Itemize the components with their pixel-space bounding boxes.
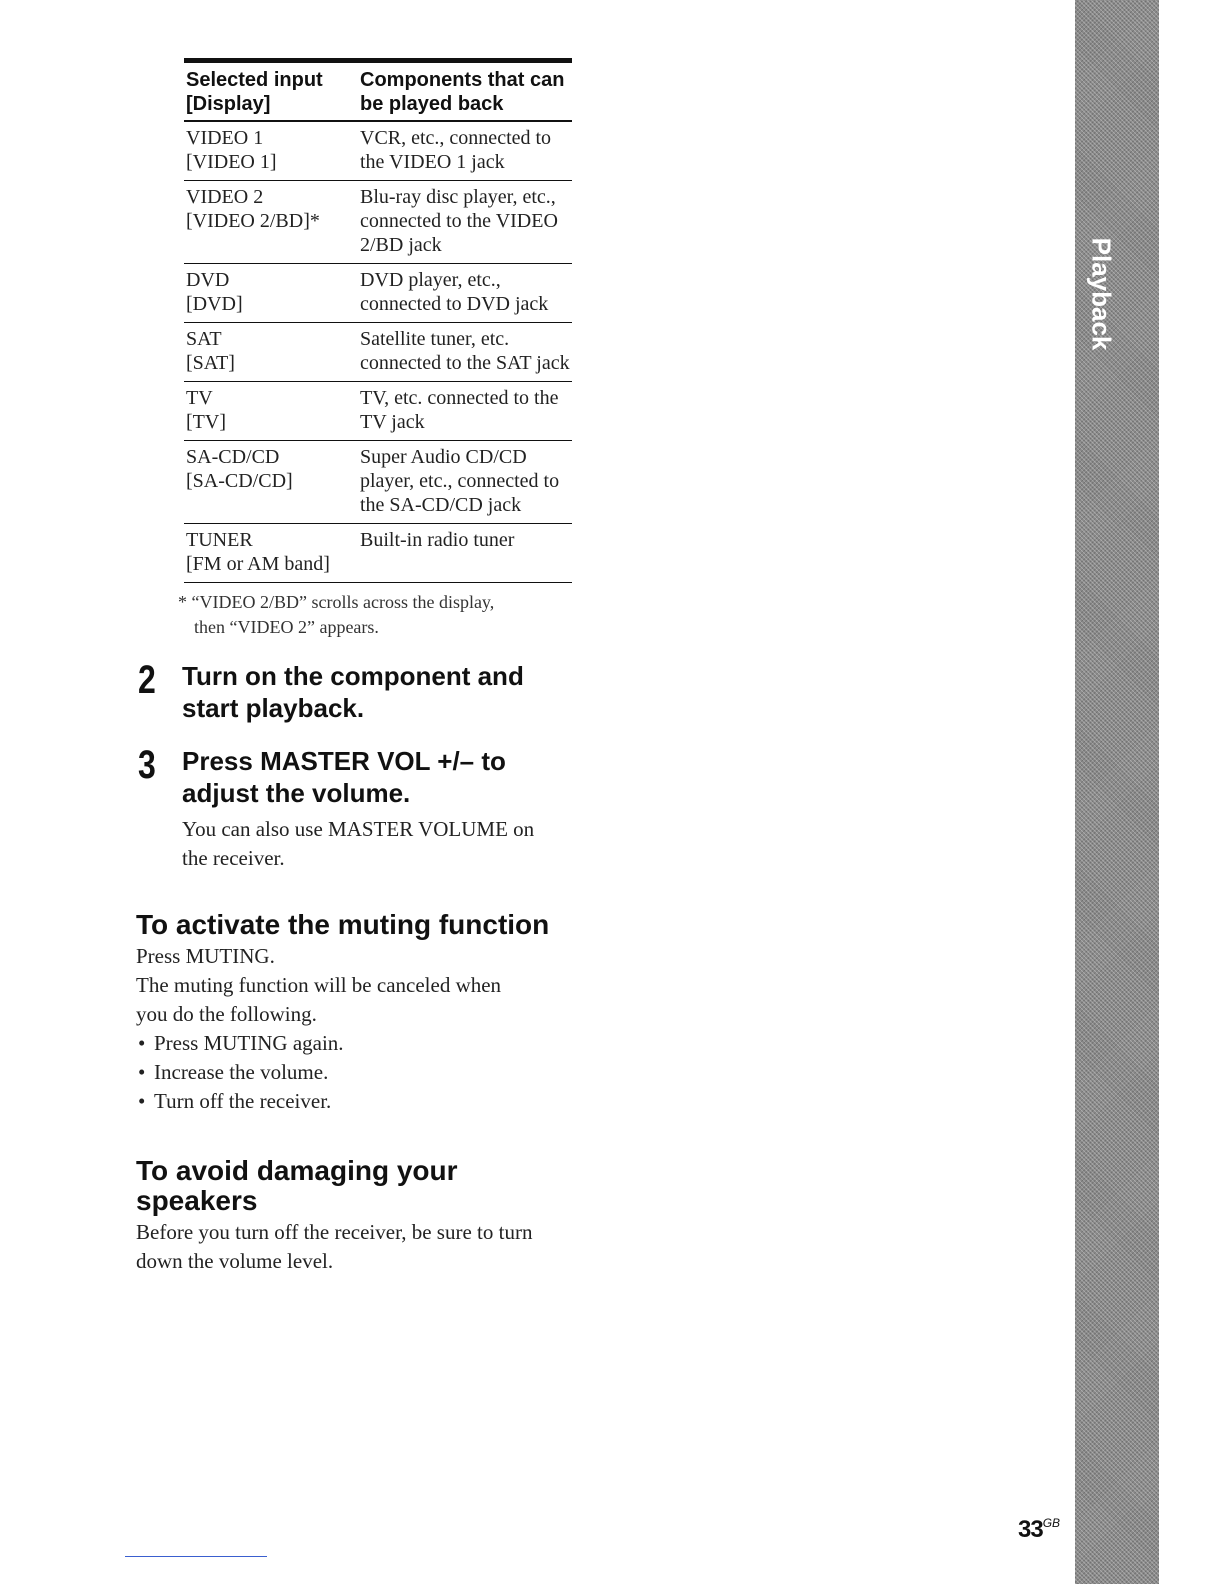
components-cell: DVD player, etc., connected to DVD jack — [360, 269, 549, 315]
step-2 — [138, 660, 578, 724]
step-3 — [138, 745, 578, 873]
input-cell: DVD [DVD] — [186, 269, 243, 315]
input-table — [184, 58, 572, 583]
section-body: Before you turn off the receiver, be sure to turn down the volume level. — [136, 1220, 533, 1273]
divider — [125, 1556, 267, 1557]
step-title: Turn on the component and start playback. — [182, 661, 524, 723]
bullet-list — [136, 1029, 576, 1116]
speakers-section — [136, 1156, 576, 1276]
table-row — [184, 441, 572, 524]
list-item: • Press MUTING again. — [136, 1029, 576, 1058]
step-number: 3 — [138, 743, 156, 787]
components-cell: VCR, etc., connected to the VIDEO 1 jack — [360, 127, 552, 173]
input-cell: TUNER [FM or AM band] — [186, 529, 330, 575]
input-cell: TV [TV] — [186, 387, 226, 433]
list-item: • Turn off the receiver. — [136, 1087, 576, 1116]
input-cell: SAT [SAT] — [186, 328, 235, 374]
input-cell: VIDEO 2 [VIDEO 2/BD]* — [186, 186, 320, 232]
section-body: Press MUTING. The muting function will be canceled when you do the following. • Press MUTING again. • Increase the volume. • Turn off the receiver. — [136, 942, 576, 1116]
table-header-row — [184, 61, 572, 122]
header-selected-input: Selected input [Display] — [186, 69, 323, 115]
step-number: 2 — [138, 658, 156, 702]
step-title: Press MASTER VOL +/– to adjust the volume. — [182, 746, 506, 808]
components-cell: Super Audio CD/CD player, etc., connected to the SA-CD/CD jack — [360, 446, 560, 516]
table-row — [184, 181, 572, 264]
muting-section — [136, 910, 576, 1116]
side-tab-label: Playback — [1086, 237, 1117, 351]
components-cell: Blu-ray disc player, etc., connected to the VIDEO 2/BD jack — [360, 186, 558, 256]
table-row — [184, 524, 572, 583]
page-number: $33^{GB}$ — [1018, 1516, 1061, 1543]
table-row — [184, 382, 572, 441]
input-cell: VIDEO 1 [VIDEO 1] — [186, 127, 277, 173]
table-footnote: * “VIDEO 2/BD” scrolls across the display, then “VIDEO 2” appears. — [178, 592, 495, 637]
section-title: To activate the muting function — [136, 909, 550, 940]
header-components: Components that can be played back — [360, 69, 565, 115]
components-cell: TV, etc. connected to the TV jack — [360, 387, 559, 433]
step-body: You can also use MASTER VOLUME on the receiver. — [182, 817, 535, 870]
section-title: To avoid damaging your speakers — [136, 1155, 458, 1216]
components-cell: Built-in radio tuner — [360, 529, 515, 551]
components-cell: Satellite tuner, etc. connected to the SAT jack — [360, 328, 570, 374]
input-cell: SA-CD/CD [SA-CD/CD] — [186, 446, 293, 492]
table-row — [184, 121, 572, 181]
table-row — [184, 264, 572, 323]
list-item: • Increase the volume. — [136, 1058, 576, 1087]
table-row — [184, 323, 572, 382]
